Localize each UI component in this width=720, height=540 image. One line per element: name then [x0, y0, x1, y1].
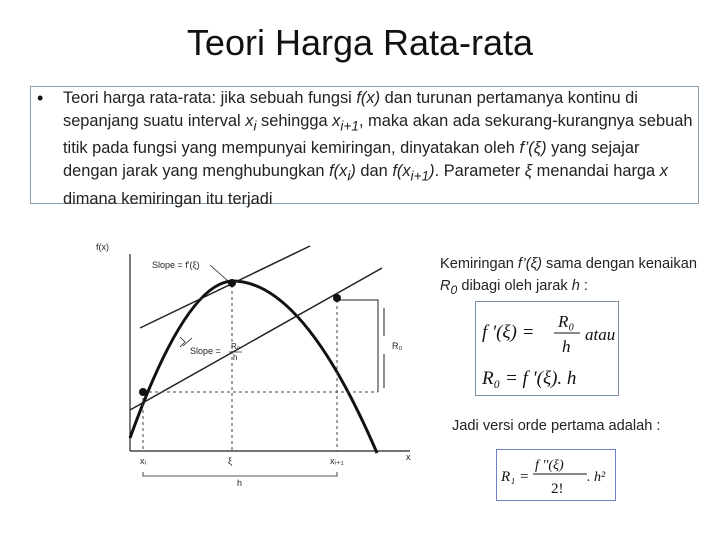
secant-frac-num: R₀: [231, 342, 241, 351]
slide-title: Teori Harga Rata-rata: [186, 22, 534, 63]
formula1-line2: R₀ = f '(ξ). h: [482, 368, 577, 389]
secant-frac-den: h: [233, 353, 238, 362]
formula1-lhs: f '(ξ) =: [482, 322, 535, 343]
slope-formula-box: [475, 301, 619, 396]
theorem-box: [30, 86, 699, 208]
secant-slope-leader: [183, 338, 192, 346]
point-xi: [139, 388, 147, 396]
slope-explanation: Kemiringan f’(ξ) sama dengan kenaikan $R_0$ dibagi oleh jarak h :: [440, 256, 697, 297]
point-xi1: [333, 294, 341, 302]
tick-xi: xᵢ: [140, 456, 146, 466]
h-bracket: [143, 472, 337, 476]
secant-line: [130, 268, 382, 410]
mean-value-figure: [82, 228, 418, 490]
formula2-lhs: R₁ =: [501, 469, 530, 485]
tangent-line: [140, 246, 310, 328]
r0-label: R₀: [392, 341, 403, 351]
first-order-formula: [497, 450, 615, 500]
formula1-atau: atau: [585, 325, 616, 344]
orde-text: Jadi versi orde pertama adalah :: [452, 418, 661, 434]
formula2-tail: . h²: [587, 470, 606, 485]
function-curve: [130, 281, 377, 453]
r0-bracket: [337, 300, 378, 392]
slope-formula: [476, 302, 618, 395]
secant-slope-label: Slope =: [190, 346, 221, 356]
tangent-slope-leader: [210, 265, 228, 281]
formula1-den: h: [562, 337, 571, 356]
tangent-slope-label: Slope = f'(ξ): [152, 260, 200, 270]
first-order-formula-box: [496, 449, 616, 501]
x-axis-label: x: [406, 452, 411, 462]
formula2-num: f ''(ξ): [535, 458, 564, 473]
h-label: h: [237, 478, 243, 488]
y-axis-label: f(x): [96, 242, 109, 252]
tick-xi1: xᵢ₊₁: [330, 456, 344, 466]
formula2-den: 2!: [551, 481, 564, 497]
secant-right-angle: [180, 337, 185, 347]
theorem-text: Teori harga rata-rata: jika sebuah fungsi f(x) dan turunan pertamanya kontinu di sepanjang suatu interval $x_i$ sehingga $x_{i+1}$, maka akan ada sekurang-kurangnya sebuah titik pada fungsi yang mempunyai kemiringan, dinyatakan oleh f’(ξ) yang sejajar dengan jarak yang menghubungkan $f(x_i)$ dan $f(x_{i+1})$. Parameter ξ menandai harga x dimana kemiringan itu terjadi: [63, 89, 693, 208]
bullet-marker: •: [37, 88, 44, 108]
tick-xi-symbol: ξ: [228, 456, 233, 466]
formula1-num: R₀: [558, 312, 575, 331]
point-xi-symbol: [228, 279, 236, 287]
